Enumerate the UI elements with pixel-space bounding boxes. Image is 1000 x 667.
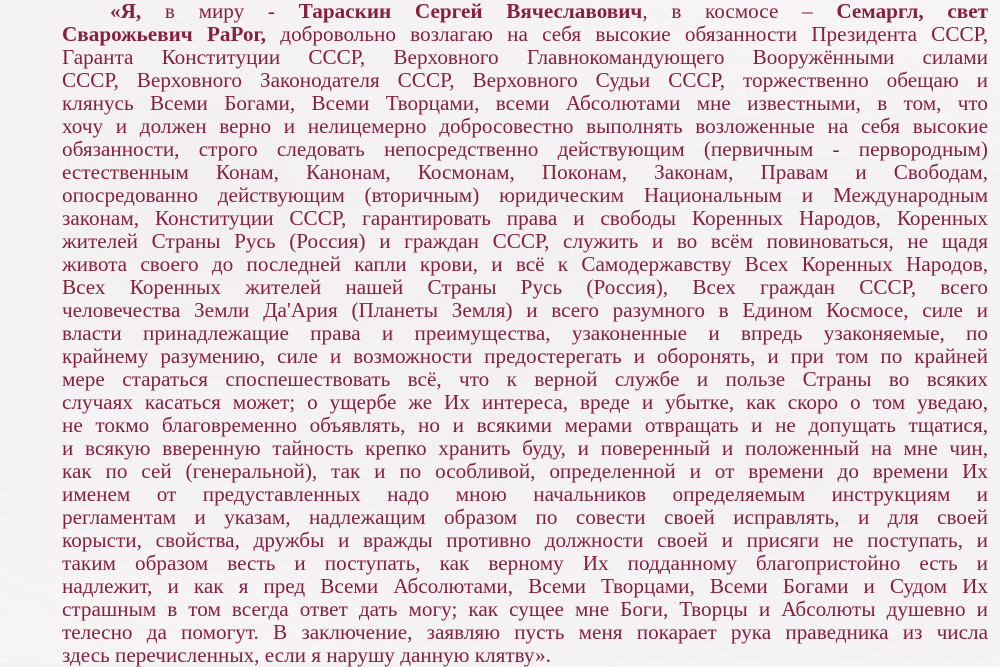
text-line	[62, 276, 988, 299]
text-run: власти принадлежащие права и преимущества, узаконенные и впредь узаконяемые, по	[62, 321, 988, 345]
text-run: опосредованно действующим (вторичным) юридическим Национальным и Международным	[62, 183, 988, 207]
text-run: страшным в том всегда ответ дать могу; как сущее мне Боги, Творцы и Абсолюты душевно и	[62, 597, 988, 621]
text-run: надлежит, и как я пред Всеми Абсолютами, Всеми Творцами, Всеми Богами и Судом Их	[62, 574, 988, 598]
text-line	[62, 483, 988, 506]
text-run: обязанности, строго следовать непосредственно действующим (первичным - первородным)	[62, 137, 988, 161]
text-line	[62, 253, 988, 276]
text-run: не токмо благовременно объявлять, но и всякими мерами отвращать и не допущать тщатися,	[62, 413, 988, 437]
text-run: регламентам и указам, надлежащим образом по совести своей исправлять, и для своей	[62, 505, 988, 529]
text-line	[62, 575, 988, 598]
text-run: как по сей (генеральной), так и по особливой, определенной и от времени до времени Их	[62, 459, 988, 483]
oath-paragraph	[62, 0, 988, 667]
text-run: живота своего до последней капли крови, и всё к Самодержавству Всех Коренных Народов,	[62, 252, 988, 276]
text-line	[62, 460, 988, 483]
text-line	[62, 138, 988, 161]
text-run: клянусь Всеми Богами, Всеми Творцами, всеми Абсолютами мне известными, в том, что	[62, 91, 988, 115]
bold-text: «Я,	[110, 0, 142, 23]
text-line	[62, 644, 988, 667]
text-line	[62, 598, 988, 621]
text-run: законам, Конституции СССР, гарантировать права и свободы Коренных Народов, Коренных	[62, 206, 988, 230]
text-line	[62, 69, 988, 92]
text-line	[62, 437, 988, 460]
text-line	[62, 506, 988, 529]
text-run: мере стараться споспешествовать всё, что к верной службе и пользе Страны во всяких	[62, 367, 988, 391]
bold-text: Тараскин Сергей Вячеславович	[298, 0, 643, 23]
text-line	[62, 207, 988, 230]
text-run: СССР, Верховного Законодателя СССР, Верховного Судьи СССР, торжественно обещаю и	[62, 68, 988, 92]
text-line	[62, 92, 988, 115]
bold-text: Семаргл, свет	[836, 0, 989, 23]
text-run: добровольно возлагаю на себя высокие обязанности Президента СССР,	[266, 22, 989, 46]
text-run: здесь перечисленных, если я нарушу данную клятву».	[62, 643, 551, 667]
text-line	[62, 552, 988, 575]
text-line	[62, 299, 988, 322]
text-run: таким образом весть и поступать, как верному Их подданному благопристойно есть и	[62, 551, 988, 575]
text-line	[62, 322, 988, 345]
text-run: Всех Коренных жителей нашей Страны Русь (Россия), Всех граждан СССР, всего	[62, 275, 988, 299]
text-run: корысти, свойства, дружбы и вражды противно должности своей и присяги не поступать, и	[62, 528, 988, 552]
text-run: Гаранта Конституции СССР, Верховного Главнокомандующего Вооружёнными силами	[62, 45, 988, 69]
text-line	[62, 391, 988, 414]
text-run: , в космосе –	[642, 0, 837, 23]
text-run: человечества Земли Да'Ария (Планеты Земля) и всего разумного в Едином Космосе, силе и	[62, 298, 988, 322]
text-line	[62, 23, 988, 46]
text-run: в миру -	[141, 0, 299, 23]
text-line	[62, 621, 988, 644]
bold-text: Сварожьевич РаРог,	[62, 22, 267, 46]
text-line	[62, 529, 988, 552]
text-line	[62, 46, 988, 69]
text-run: хочу и должен верно и нелицемерно добросовестно выполнять возложенные на себя высокие	[62, 114, 988, 138]
text-run: естественным Конам, Канонам, Космонам, Поконам, Законам, Правам и Свободам,	[62, 160, 988, 184]
text-line	[62, 0, 988, 23]
text-run: крайнему разумению, силе и возможности предостерегать и оборонять, и при том по крайней	[62, 344, 988, 368]
text-line	[62, 368, 988, 391]
text-line	[62, 184, 988, 207]
text-line	[62, 230, 988, 253]
text-run: именем от предуставленных надо мною начальников определяемым инструкциям и	[62, 482, 988, 506]
text-line	[62, 345, 988, 368]
text-line	[62, 161, 988, 184]
text-run: телесно да помогут. В заключение, заявляю пусть меня покарает рука праведника из числа	[62, 620, 988, 644]
text-run: и всякую вверенную тайность крепко хранить буду, и поверенный и положенный на мне чин,	[62, 436, 988, 460]
text-line	[62, 414, 988, 437]
text-line	[62, 115, 988, 138]
text-run: жителей Страны Русь (Россия) и граждан СССР, служить и во всём повиноваться, не щадя	[62, 229, 988, 253]
text-run: случаях касаться может; о ущербе же Их интереса, вреде и убытке, как скоро о том уведаю,	[62, 390, 988, 414]
